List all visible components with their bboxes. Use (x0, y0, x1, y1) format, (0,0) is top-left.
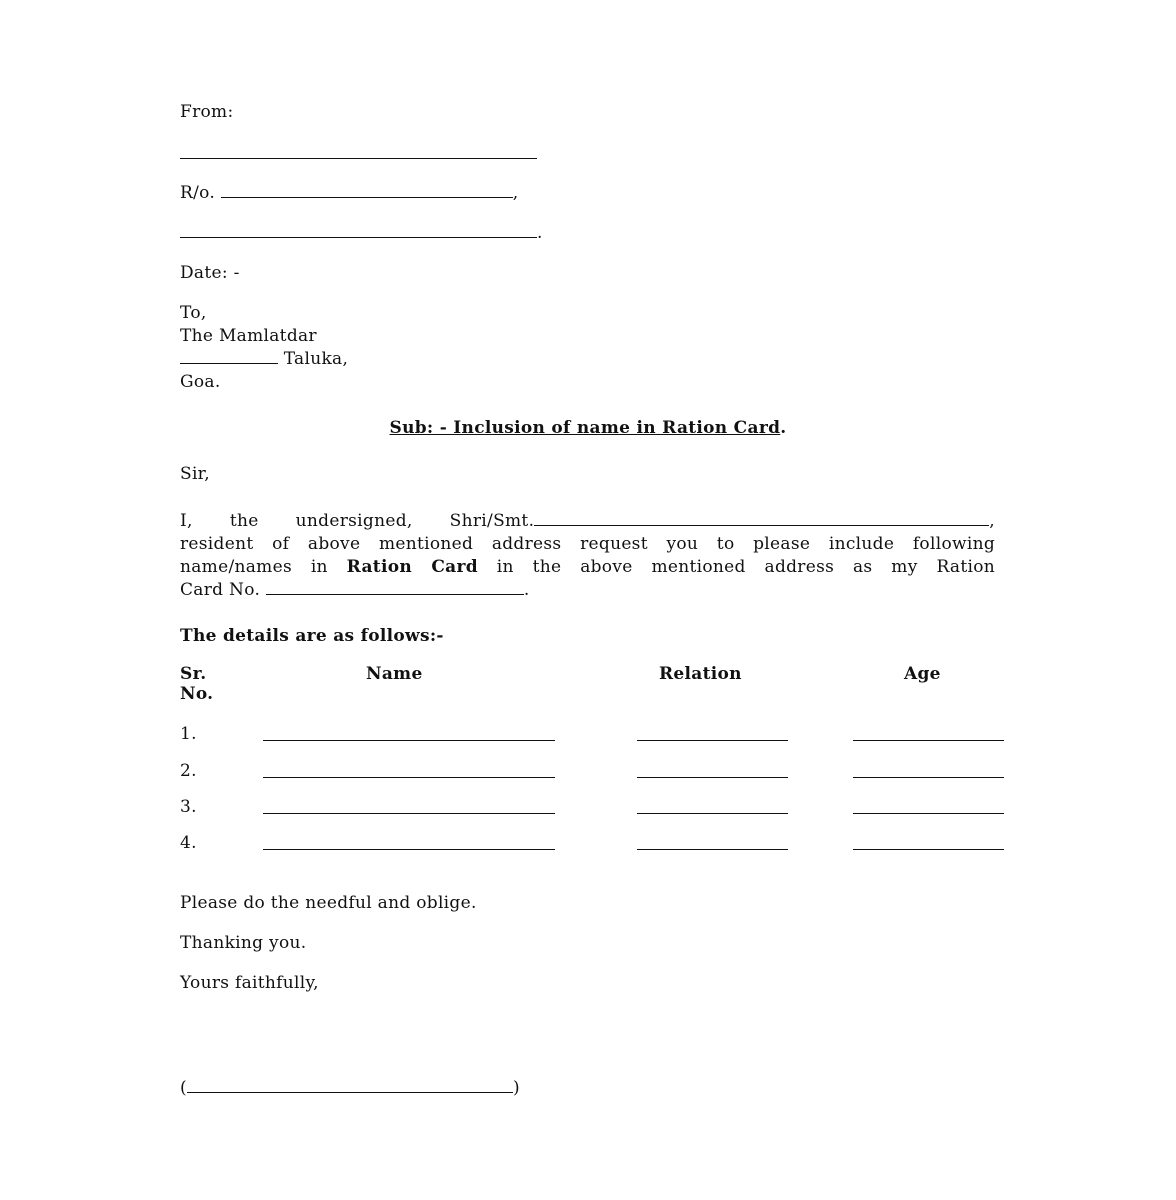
ro-label: R/o. (180, 183, 216, 203)
body-line-2: resident of above mentioned address request you to please include following (180, 534, 995, 554)
header-age: Age (904, 664, 941, 684)
subject-end: . (780, 418, 787, 438)
row-4-relation-blank (637, 849, 788, 850)
sender-name-blank (180, 144, 537, 159)
row-2-age-blank (853, 777, 1004, 778)
closing-thanks: Thanking you. (180, 933, 307, 953)
row-2-name-blank (263, 777, 555, 778)
signature-line (180, 1078, 520, 1098)
salutation: Sir, (180, 464, 210, 484)
signature-close: ) (512, 1078, 520, 1098)
header-relation: Relation (659, 664, 742, 684)
details-heading: The details are as follows:- (180, 626, 444, 646)
row-3-age-blank (853, 813, 1004, 814)
row-4-age-blank (853, 849, 1004, 850)
body-line-1 (180, 510, 995, 533)
row-1-age-blank (853, 740, 1004, 741)
signature-open: ( (180, 1078, 187, 1098)
ro-end: , (512, 183, 519, 203)
to-label: To, (180, 303, 207, 323)
row-1-number: 1. (180, 724, 197, 744)
row-1-name-blank (263, 740, 555, 741)
taluka-line (180, 349, 348, 369)
body-line-4 (180, 579, 995, 602)
body-line-3-end: in the above mentioned address as my Ration (477, 557, 996, 577)
header-name: Name (366, 664, 423, 684)
signature-blank (187, 1078, 513, 1093)
body-line-1-text: I, the undersigned, Shri/Smt. (180, 511, 535, 531)
subject-text: Sub: - Inclusion of name in Ration Card (389, 418, 781, 438)
address-line (180, 223, 543, 243)
row-3-relation-blank (637, 813, 788, 814)
date-label: Date: - (180, 263, 240, 283)
address-blank (180, 223, 537, 238)
taluka-label: Taluka, (283, 349, 349, 369)
residence-line (180, 183, 519, 203)
taluka-blank (180, 349, 278, 364)
header-sr: Sr. (180, 664, 207, 684)
body-line-4-end: . (523, 580, 530, 600)
row-2-relation-blank (637, 777, 788, 778)
body-line-3-bold: Ration Card (346, 557, 478, 577)
recipient-state: Goa. (180, 372, 221, 392)
body-line-3 (180, 556, 995, 579)
row-4-name-blank (263, 849, 555, 850)
body-line-3-start: name/names in (180, 557, 347, 577)
recipient-title: The Mamlatdar (180, 326, 317, 346)
row-1-relation-blank (637, 740, 788, 741)
row-3-number: 3. (180, 797, 197, 817)
row-3-name-blank (263, 813, 555, 814)
address-end: . (537, 223, 543, 243)
body-paragraph (180, 510, 995, 602)
row-2-number: 2. (180, 761, 197, 781)
residence-blank (221, 183, 513, 198)
body-line-4-start: Card No. (180, 580, 261, 600)
ration-card-number-blank (266, 580, 524, 595)
row-4-number: 4. (180, 833, 197, 853)
subject-line (0, 418, 1176, 438)
header-no: No. (180, 684, 214, 704)
from-label: From: (180, 102, 234, 122)
closing-yours: Yours faithfully, (180, 973, 319, 993)
applicant-name-blank (534, 511, 989, 526)
closing-needful: Please do the needful and oblige. (180, 893, 477, 913)
body-line-1-end: , (989, 511, 995, 531)
